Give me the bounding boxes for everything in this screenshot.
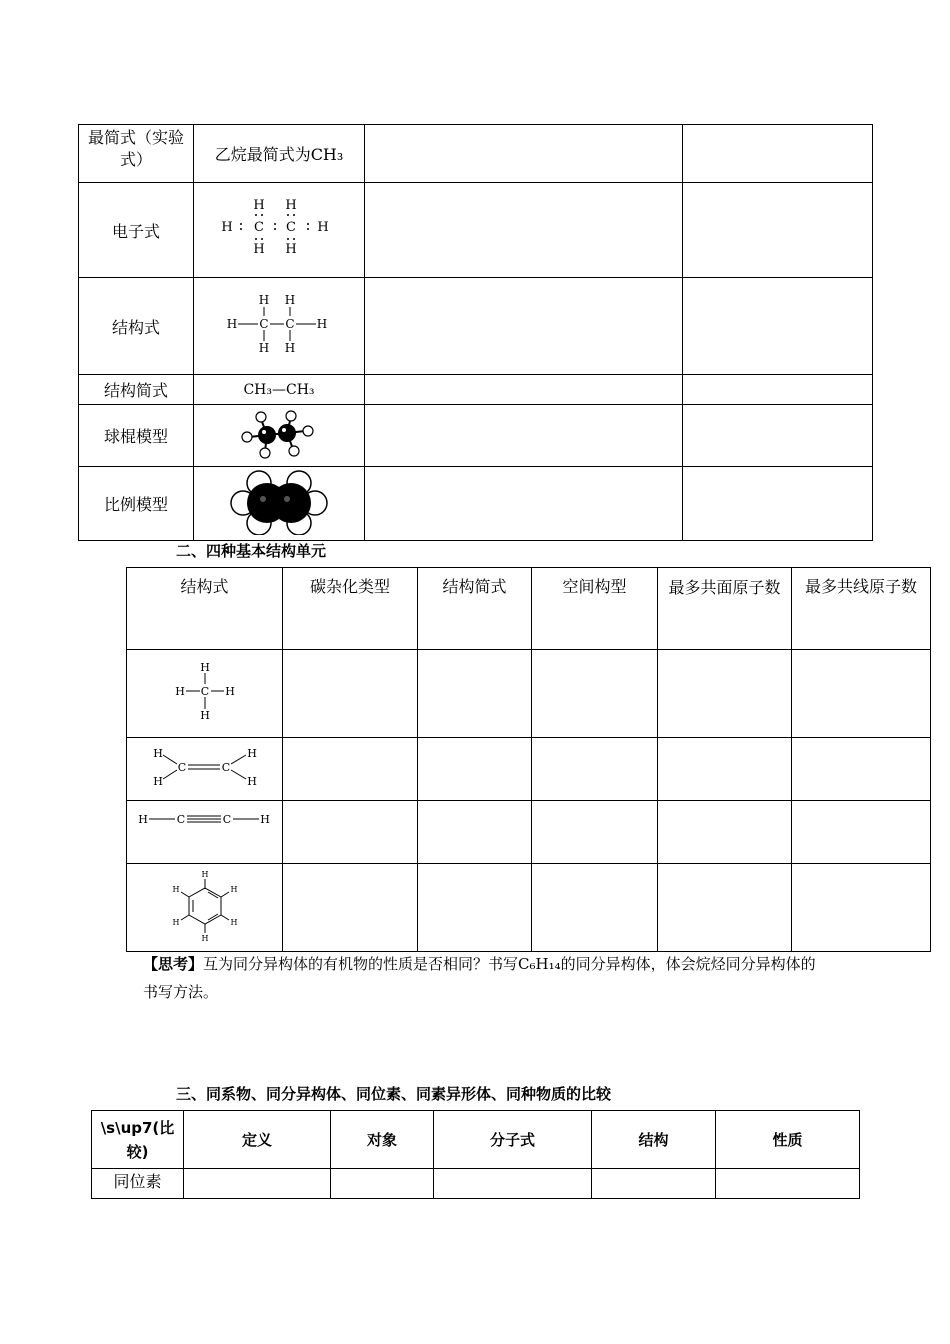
svg-text:C: C — [285, 317, 295, 331]
svg-text:H: H — [152, 775, 163, 788]
column-header: 结构简式 — [418, 568, 532, 650]
table-row — [79, 467, 873, 541]
svg-text:H: H — [201, 933, 208, 943]
benzene-structure — [127, 864, 283, 952]
table-row — [92, 1169, 860, 1199]
table-row — [127, 738, 931, 801]
think-text: 互为同分异构体的有机物的性质是否相同？书写C₆H₁₄的同分异构体，体会烷烃同分异构体的书写方法。 — [143, 955, 816, 1001]
svg-text:C: C — [221, 761, 230, 774]
table-row — [79, 375, 873, 405]
table-header-row — [127, 568, 931, 650]
column-header: 结构 — [592, 1111, 716, 1169]
basic-structure-units-table — [126, 567, 931, 952]
table-row — [79, 125, 873, 183]
column-header: 分子式 — [434, 1111, 592, 1169]
svg-text:C: C — [200, 684, 209, 698]
table-row — [79, 278, 873, 375]
column-header: 最多共面原子数 — [658, 568, 792, 650]
svg-text:H: H — [199, 660, 210, 674]
table-row — [127, 864, 931, 952]
svg-text:H: H — [201, 869, 208, 879]
column-header: 结构式 — [127, 568, 283, 650]
row-label: 结构简式 — [79, 375, 194, 405]
svg-text:H: H — [285, 242, 297, 257]
section-3-title: 三、同系物、同分异构体、同位素、同素异形体、同种物质的比较 — [176, 1085, 612, 1103]
svg-text:C: C — [259, 317, 269, 331]
svg-text:H: H — [246, 775, 257, 788]
methane-structure — [127, 650, 283, 738]
ethane-structural-formula-image — [224, 292, 334, 356]
structural-formula — [194, 278, 365, 375]
simplest-formula-value: 乙烷最简式为CH₃ — [194, 125, 365, 183]
condensed-formula-value: CH₃—CH₃ — [194, 375, 365, 405]
svg-text:C: C — [254, 220, 264, 235]
svg-text:H: H — [137, 813, 148, 826]
svg-text:H: H — [174, 684, 185, 698]
svg-text:H: H — [284, 293, 296, 307]
think-prompt — [143, 950, 823, 1006]
svg-text:C: C — [222, 813, 231, 826]
svg-text:H: H — [230, 917, 237, 927]
svg-text:H: H — [317, 220, 329, 235]
svg-text:H: H — [259, 813, 270, 826]
svg-text:H: H — [284, 341, 296, 355]
svg-text:H: H — [224, 684, 235, 698]
ball-stick-model-image — [239, 409, 319, 459]
svg-text:H: H — [253, 242, 265, 257]
svg-text:H: H — [226, 317, 238, 331]
table-row — [127, 801, 931, 864]
svg-text:H: H — [230, 884, 237, 894]
svg-text:H: H — [172, 884, 179, 894]
column-header: 空间构型 — [532, 568, 658, 650]
ethane-electron-dot-image — [219, 193, 339, 263]
column-header: 最多共线原子数 — [792, 568, 931, 650]
section-2-title: 二、四种基本结构单元 — [176, 542, 327, 560]
table-row — [127, 650, 931, 738]
ethylene-structure — [127, 738, 283, 801]
row-label: 结构式 — [79, 278, 194, 375]
ethylene-structure-image — [150, 745, 260, 789]
row-label: 电子式 — [79, 183, 194, 278]
column-header: 碳杂化类型 — [283, 568, 418, 650]
ball-and-stick-model — [194, 405, 365, 467]
comparison-table — [91, 1110, 860, 1199]
acetylene-structure-image — [135, 807, 275, 837]
electron-dot-formula — [194, 183, 365, 278]
table-row — [79, 183, 873, 278]
methane-structure-image — [170, 661, 240, 723]
svg-text:H: H — [285, 198, 297, 213]
acetylene-structure — [127, 801, 283, 864]
svg-text:H: H — [316, 317, 328, 331]
think-tag: 【思考】 — [143, 955, 204, 973]
column-header: 对象 — [331, 1111, 434, 1169]
space-filling-model — [194, 467, 365, 541]
corner-header: \s\up7(比较) — [92, 1111, 184, 1169]
svg-text:C: C — [177, 761, 186, 774]
svg-text:H: H — [258, 341, 270, 355]
table-row — [79, 405, 873, 467]
ethane-representation-table — [78, 124, 873, 541]
row-label: 最简式（实验式） — [79, 125, 194, 183]
column-header: 定义 — [184, 1111, 331, 1169]
svg-text:H: H — [199, 708, 210, 722]
column-header: 性质 — [716, 1111, 860, 1169]
row-label: 同位素 — [92, 1169, 184, 1199]
row-label: 球棍模型 — [79, 405, 194, 467]
svg-text:H: H — [152, 747, 163, 760]
benzene-structure-image — [160, 868, 250, 944]
svg-text:H: H — [246, 747, 257, 760]
space-filling-model-image — [229, 469, 329, 535]
svg-text:C: C — [286, 220, 296, 235]
svg-text:H: H — [221, 220, 233, 235]
svg-text:H: H — [258, 293, 270, 307]
svg-text:H: H — [253, 198, 265, 213]
table-header-row — [92, 1111, 860, 1169]
row-label: 比例模型 — [79, 467, 194, 541]
svg-text:C: C — [176, 813, 185, 826]
svg-text:H: H — [172, 917, 179, 927]
